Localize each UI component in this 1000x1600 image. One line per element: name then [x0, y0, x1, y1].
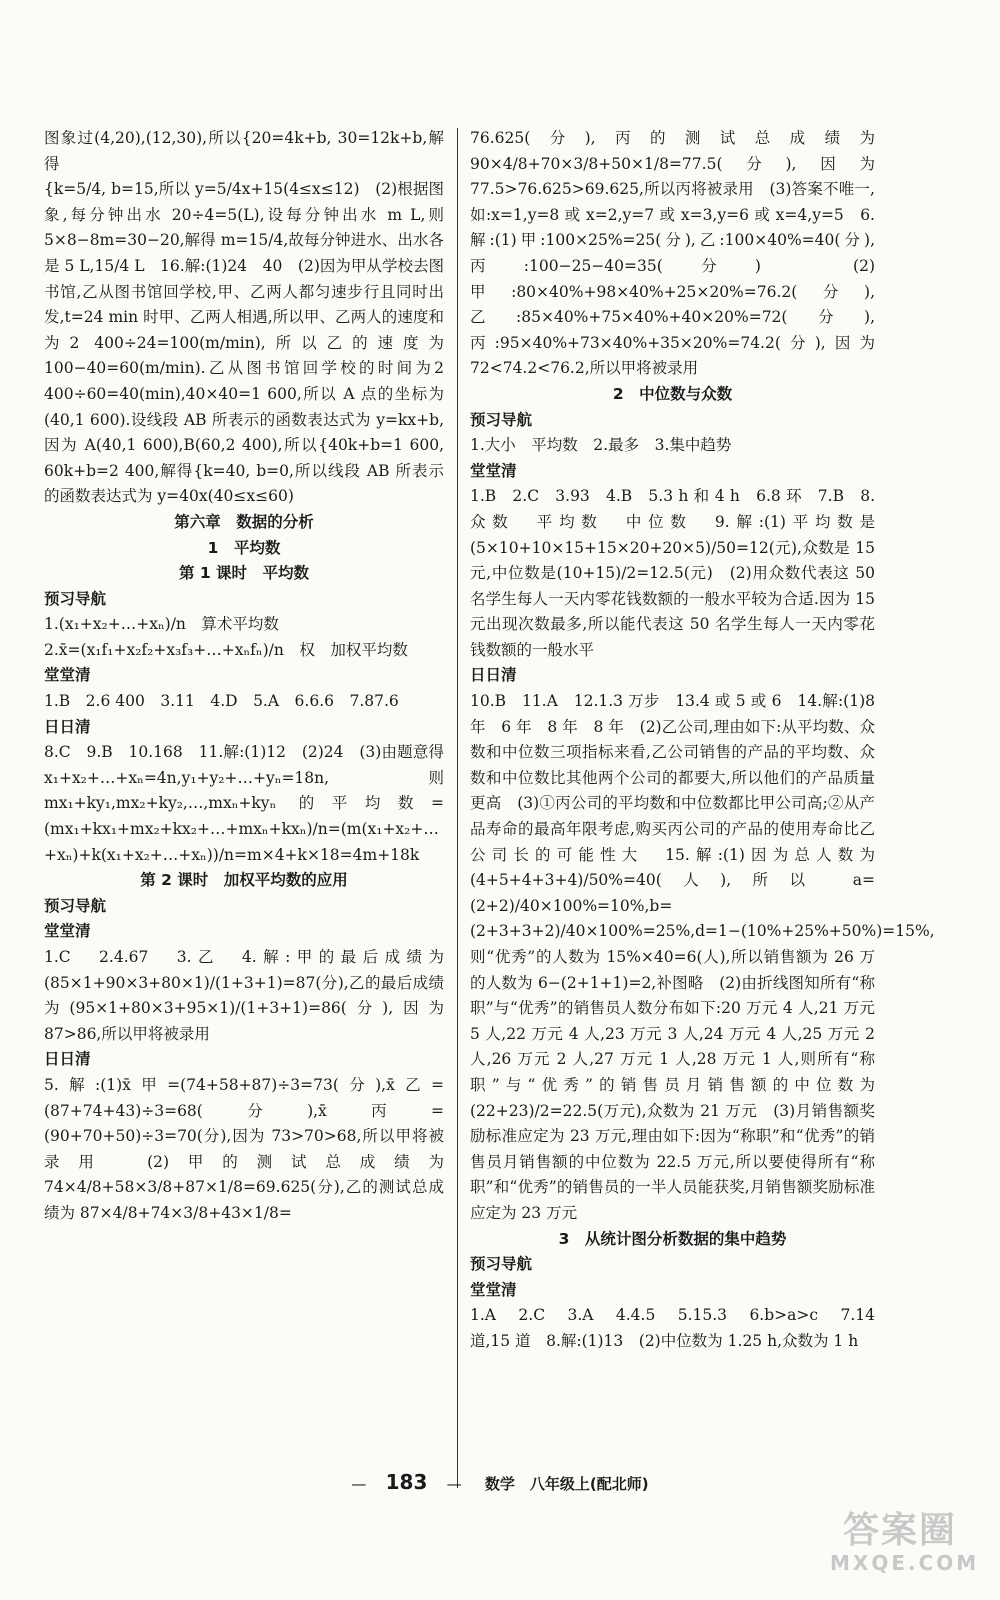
left-section-heading: 1 平均数 [207, 538, 281, 557]
right-column [470, 126, 935, 1355]
right-subsection-label: 日日清 [470, 666, 517, 685]
right-section-heading: 2 中位数与众数 [612, 384, 733, 403]
left-answer-paragraph: 1.(x₁+x₂+…+xₙ)/n 算术平均数 [44, 615, 279, 634]
page-footer [0, 1470, 1000, 1494]
left-section-heading: 第 1 课时 平均数 [178, 564, 310, 583]
left-subsection-label: 堂堂清 [44, 666, 91, 685]
left-answer-paragraph: 5.解:(1)x̄甲=(74+58+87)÷3=73(分),x̄乙=(87+74+43)÷3=68(分),x̄丙=(90+70+50)÷3=70(分),因为 73>70>68,所以甲将被录用 (2)甲的测试总成绩为 74×4/8+58×3/8+87×1/8=69.625(分),乙的测试总成绩为 87×4/8+74×3/8+43×1/8= [44, 1075, 444, 1222]
right-answer-paragraph: 10.B 11.A 12.1.3 万步 13.4 或 5 或 6 14.解:(1)8 年 6 年 8 年 8 年 (2)乙公司,理由如下:从平均数、众数和中位数三项指标来看,乙公司销售的产品的平均数、众数和中位数比其他两个公司的都要大,所以他们的产品质量更高 (3)①丙公司的平均数和中位数都比甲公司高;②从产品寿命的最高年限考虑,购买丙公司的产品的使用寿命比乙公司长的可能性大 15.解:(1)因为总人数为(4+5+4+3+4)/50%=40(人),所以 a=(2+2)/40×100%=10%,b=(2+3+3+2)/40×100%=25%,d=1−(10%+25%+50%)=15%,则“优秀”的人数为 15%×40=6(人),所以销售额为 26 万的人数为 6−(2+1+1)=2,补图略 (2)由折线图知所有“称职”与“优秀”的销售员人数分布如下:20 万元 4 人,21 万元 5 人,22 万元 4 人,23 万元 3 人,24 万元 4 人,25 万元 2 人,26 万元 2 人,27 万元 1 人,28 万元 1 人,则所有“称职”与“优秀”的销售员月销售额的中位数为(22+23)/2=22.5(万元),众数为 21 万元 (3)月销售额奖励标准应定为 23 万元,理由如下:因为“称职”和“优秀”的销售员月销售额的中位数为 22.5 万元,所以要使得所有“称职”和“优秀”的销售员的一半人员能获奖,月销售额奖励标准应定为 23 万元 [470, 692, 935, 1222]
right-subsection-label: 预习导航 [470, 410, 533, 429]
right-subsection-label: 预习导航 [470, 1255, 533, 1274]
left-answer-paragraph: 8.C 9.B 10.168 11.解:(1)12 (2)24 (3)由题意得 x₁+x₂+…+xₙ=4n,y₁+y₂+…+yₙ=18n,则 mx₁+ky₁,mx₂+ky₂,…,mxₙ+kyₙ 的平均数=(mx₁+kx₁+mx₂+kx₂+…+mxₙ+kxₙ)/n=(m(x₁+x₂+…+xₙ)+k(x₁+x₂+…+xₙ))/n=m×4+k×18=4m+18k [44, 743, 444, 864]
right-subsection-label: 堂堂清 [470, 461, 517, 480]
left-answer-paragraph: 1.B 2.6 400 3.11 4.D 5.A 6.6.6 7.87.6 [44, 692, 399, 711]
right-subsection-label: 堂堂清 [470, 1280, 517, 1299]
watermark-line2: MXQE.COM [830, 1551, 980, 1575]
book-subject: 数学 八年级上(配北师) [484, 1475, 649, 1493]
watermark-logo [830, 1510, 980, 1580]
right-answer-paragraph: 76.625(分),丙的测试总成绩为 90×4/8+70×3/8+50×1/8=77.5(分),因为 77.5>76.625>69.625,所以丙将被录用 (3)答案不唯一,如:x=1,y=8 或 x=2,y=7 或 x=3,y=6 或 x=4,y=5 6.解:(1)甲:100×25%=25(分),乙:100×40%=40(分),丙:100−25−40=35(分) (2)甲:80×40%+98×40%+25×20%=76.2(分),乙:85×40%+75×40%+40×20%=72(分),丙:95×40%+73×40%+35×20%=74.2(分),因为 72<74.2<76.2,所以甲将被录用 [470, 129, 875, 378]
left-answer-paragraph: {k=5/4, b=15,所以 y=5/4x+15(4≤x≤12) (2)根据图象,每分钟出水 20÷4=5(L),设每分钟出水 m L,则 5×8−8m=30−20,解得 m=15/4,故每分钟进水、出水各是 5 L,15/4 L 16.解:(1)24 40 (2)因为甲从学校去图书馆,乙从图书馆回学校,甲、乙两人都匀速步行且同时出发,t=24 min 时甲、乙两人相遇,所以甲、乙两人的速度和为2 400÷24=100(m/min),所以乙的速度为 100−40=60(m/min).乙从图书馆回学校的时间为2 400÷60=40(min),40×40=1 600,所以 A 点的坐标为(40,1 600).设线段 AB 所表示的函数表达式为 y=kx+b,因为 A(40,1 600),B(60,2 400),所以{40k+b=1 600, 60k+b=2 400,解得{k=40, b=0,所以线段 AB 所表示的函数表达式为 y=40x(40≤x≤60) [44, 180, 444, 506]
right-answer-paragraph: 1.A 2.C 3.A 4.4.5 5.15.3 6.b>a>c 7.14 道,15 道 8.解:(1)13 (2)中位数为 1.25 h,众数为 1 h [470, 1306, 875, 1350]
left-column [44, 126, 444, 1227]
watermark-line1: 答案圈 [842, 1510, 957, 1551]
right-answer-paragraph: 1.大小 平均数 2.最多 3.集中趋势 [470, 436, 732, 455]
left-answer-paragraph: 1.C 2.4.67 3.乙 4.解:甲的最后成绩为(85×1+90×3+80×1)/(1+3+1)=87(分),乙的最后成绩为(95×1+80×3+95×1)/(1+3+1)=86(分),因为 87>86,所以甲将被录用 [44, 948, 444, 1043]
left-answer-paragraph: 图象过(4,20),(12,30),所以{20=4k+b, 30=12k+b,解得 [44, 129, 444, 173]
right-section-heading: 3 从统计图分析数据的集中趋势 [558, 1229, 787, 1248]
left-subsection-label: 预习导航 [44, 896, 107, 915]
column-divider [457, 128, 458, 1488]
right-answer-paragraph: 1.B 2.C 3.93 4.B 5.3 h 和 4 h 6.8 环 7.B 8.众数 平均数 中位数 9.解:(1)平均数是(5×10+10×15+15×20+20×5)/50=12(元),众数是 15 元,中位数是(10+15)/2=12.5(元) (2)用众数代表这 50 名学生每人一天内零花钱数额的一般水平较为合适.因为 15 元出现次数最多,所以能代表这 50 名学生每人一天内零花钱数额的一般水平 [470, 487, 875, 659]
left-chapter-heading: 第六章 数据的分析 [174, 512, 314, 531]
left-answer-paragraph: 2.x̄=(x₁f₁+x₂f₂+x₃f₃+…+xₙfₙ)/n 权 加权平均数 [44, 640, 408, 659]
footer-dash-left: — [351, 1475, 367, 1493]
page-number: 183 [385, 1470, 428, 1494]
left-subsection-label: 预习导航 [44, 589, 107, 608]
left-subsection-label: 日日清 [44, 717, 91, 736]
left-subsection-label: 日日清 [44, 1050, 91, 1069]
left-section-heading: 第 2 课时 加权平均数的应用 [140, 871, 348, 890]
left-subsection-label: 堂堂清 [44, 922, 91, 941]
footer-dash-right: — [446, 1475, 462, 1493]
